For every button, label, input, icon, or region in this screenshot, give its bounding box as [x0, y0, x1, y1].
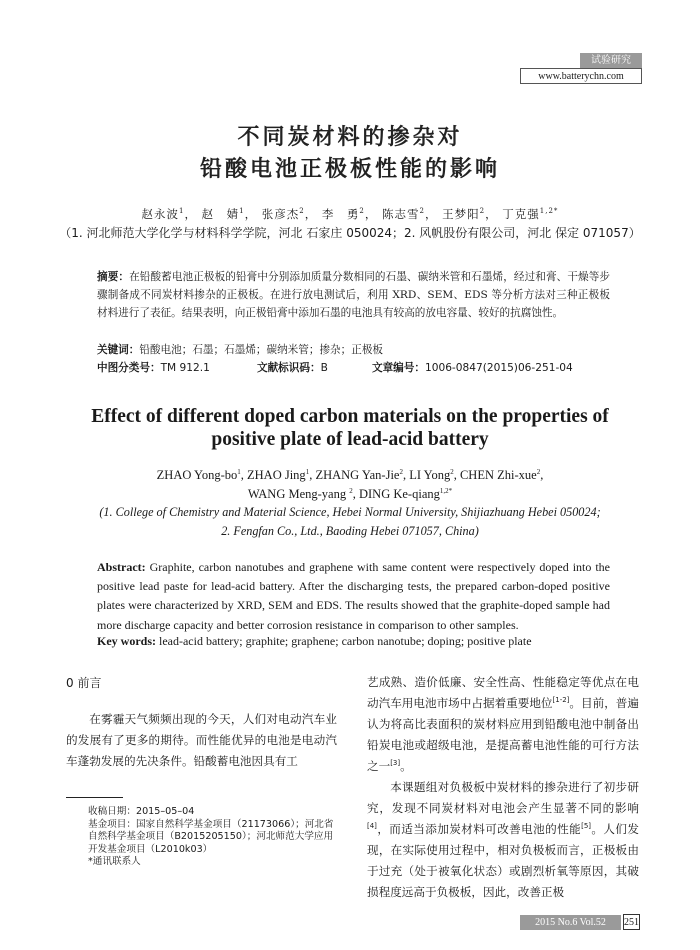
issue-info: 2015 No.6 Vol.52: [520, 915, 621, 930]
doc-code-value: B: [320, 362, 328, 374]
en-author-name: ZHANG Yan-Jie: [315, 468, 400, 482]
cn-title-line2: 铅酸电池正极板性能的影响: [199, 156, 500, 182]
cn-abstract-label: 摘要：: [97, 271, 130, 283]
author-sup: 2: [399, 467, 403, 476]
cn-author-name: 陈志雪: [382, 207, 420, 221]
intro-paragraph-right-1: 艺成熟、造价低廉、安全性高、性能稳定等优点在电动汽车用电池市场中占据着重要地位[1-2]。目前，普遍认为将高比表面积的炭材料应用到铅酸电池中制备出铅炭电池或超级电池，是提高蓄电池性能的可行方法之一[3]。: [367, 675, 639, 773]
en-title-line2: positive plate of lead-acid battery: [211, 429, 489, 450]
cn-author-name: 李 勇: [321, 207, 360, 221]
en-author-name: WANG Meng-yang: [247, 487, 350, 501]
author-sup: 1: [237, 467, 241, 476]
author-sup: 2: [349, 486, 353, 495]
left-column: [66, 709, 337, 772]
cn-author-name: 赵永波: [141, 207, 180, 221]
en-affiliation-line1: (1. College of Chemistry and Material Science, Hebei Normal University, Shijiazhuang Hebei 050024;: [99, 505, 601, 519]
author-sup: 1: [305, 467, 310, 476]
doc-code-label: 文献标识码：: [257, 362, 321, 374]
fund-info: 基金项目：国家自然科学基金项目（21173066）；河北省自然科学基金项目（B2015205150）；河北师范大学应用开发基金项目（L2010k03）: [88, 818, 334, 855]
page-number: 251: [623, 914, 640, 930]
received-date: 收稿日期：2015–05–04: [88, 806, 195, 817]
en-title: [0, 405, 700, 451]
en-author-name: ZHAO Yong-bo: [156, 468, 238, 482]
en-author-name: DING Ke-qiang: [358, 487, 440, 501]
intro-paragraph-left: 在雾霾天气频频出现的今天，人们对电动汽车业的发展有了更多的期待。而性能优异的电池是电动汽车蓬勃发展的先决条件。铅酸蓄电池因具有工: [66, 712, 337, 768]
article-no-value: 1006-0847(2015)06-251-04: [424, 362, 573, 374]
cn-author-name: 赵 婧: [201, 207, 240, 221]
section-heading-intro: 0 前言: [66, 676, 102, 690]
cn-authors: 赵永波$^1$， 赵 婧$^1$， 张彦杰$^2$， 李 勇$^2$， 陈志雪$^2$， 王梦阳$^2$， 丁克强$^{1,2*}$: [141, 207, 559, 221]
cn-author-name: 丁克强: [502, 207, 540, 221]
author-sup: 1: [239, 207, 245, 216]
en-keywords-label: Key words:: [97, 634, 156, 648]
citation[interactable]: [4]: [367, 822, 377, 831]
author-sup: 2: [359, 207, 365, 216]
article-no-label: 文章编号：: [372, 362, 425, 374]
en-abstract-text: Graphite, carbon nanotubes and graphene with same content were respectively doped into the positive lead paste for lead-acid battery. After the discharging tests, the prepared carbon-doped positive plates were characterized by XRD, SEM and EDS. The results showed that the graphite-doped sample had more discharge capacity and better corrosion resistance in comparison to other samples.: [97, 560, 611, 632]
citation[interactable]: [5]: [581, 822, 592, 831]
author-sup: 2: [450, 467, 454, 476]
en-title-line1: Effect of different doped carbon materials on the properties of: [91, 406, 609, 427]
citation[interactable]: [1-2]: [552, 696, 570, 705]
en-affiliation: [0, 503, 700, 541]
cn-affiliation: （1. 河北师范大学化学与材料科学学院，河北 石家庄 050024；2. 风帆股份有限公司，河北 保定 071057）: [59, 226, 641, 240]
en-abstract: [97, 558, 610, 635]
en-author-name: CHEN Zhi-xue: [459, 468, 537, 482]
en-authors: ZHAO Yong-$bo^1$, ZHAO Jing$^1$, ZHANG Yan-Jie$^2$, LI Yong$^2$, CHEN Zhi-xue$^2$, WANG Meng-yang $^2$, DING Ke-qiang$^{1,2*}$: [156, 467, 544, 501]
en-keywords: [97, 632, 610, 650]
cn-abstract-text: 在铅酸蓄电池正极板的铅膏中分别添加质量分数相同的石墨、碳纳米管和石墨烯，经过和膏、干燥等步骤制备成不同炭材料掺杂的正极板。在进行放电测试后，利用 XRD、SEM、EDS 等分析方法对三种正极板材料进行了表征。结果表明，向正极铅膏中添加石墨的电池具有较高的放电容量、较好的抗腐蚀性。: [97, 271, 611, 319]
cn-keywords: [97, 341, 610, 359]
corresponding-author: *通讯联系人: [88, 856, 141, 867]
cn-keywords-label: 关键词：: [97, 344, 140, 356]
en-abstract-label: Abstract:: [97, 560, 146, 574]
author-sup: 2: [536, 467, 541, 476]
cn-abstract: [97, 268, 610, 322]
en-author-name: LI Yong: [409, 468, 451, 482]
author-sup: 2: [479, 207, 486, 216]
right-column: [367, 672, 639, 903]
author-sup: 2: [299, 207, 305, 216]
clc-value: TM 912.1: [160, 362, 210, 374]
en-author-name: ZHAO Jing: [247, 468, 306, 482]
footnote-rule: [66, 797, 123, 798]
intro-paragraph-right-2: 本课题组对负极板中炭材料的掺杂进行了初步研究，发现不同炭材料对电池会产生显著不同的影响[4]，而适当添加炭材料可改善电池的性能[5]。人们发现，在实际使用过程中，相对负极板而言，正极板由于过充（处于被氧化状态）或剧烈析氧等原因，其破损程度远高于负极板，因此，改善正极: [367, 780, 639, 899]
author-sup: 2: [419, 207, 426, 216]
website-url: www.batterychn.com: [520, 68, 642, 84]
clc-label: 中图分类号：: [97, 362, 161, 374]
cn-title-line1: 不同炭材料的掺杂对: [237, 124, 463, 150]
en-keywords-text: lead-acid battery; graphite; graphene; carbon nanotube; doping; positive plate: [159, 634, 532, 648]
cn-author-name: 张彦杰: [261, 207, 300, 221]
cn-author-name: 王梦阳: [442, 207, 480, 221]
footnote: [66, 806, 337, 869]
author-sup: 1,2*: [539, 207, 559, 216]
cn-keywords-text: 铅酸电池；石墨；石墨烯；碳纳米管；掺杂；正极板: [139, 344, 384, 356]
citation[interactable]: [3]: [390, 759, 401, 768]
en-affiliation-line2: 2. Fengfan Co., Ltd., Baoding Hebei 071057, China): [221, 524, 479, 538]
author-sup: 1,2*: [439, 486, 453, 495]
author-sup: 1: [179, 207, 185, 216]
section-tag: 试验研究: [580, 53, 642, 68]
